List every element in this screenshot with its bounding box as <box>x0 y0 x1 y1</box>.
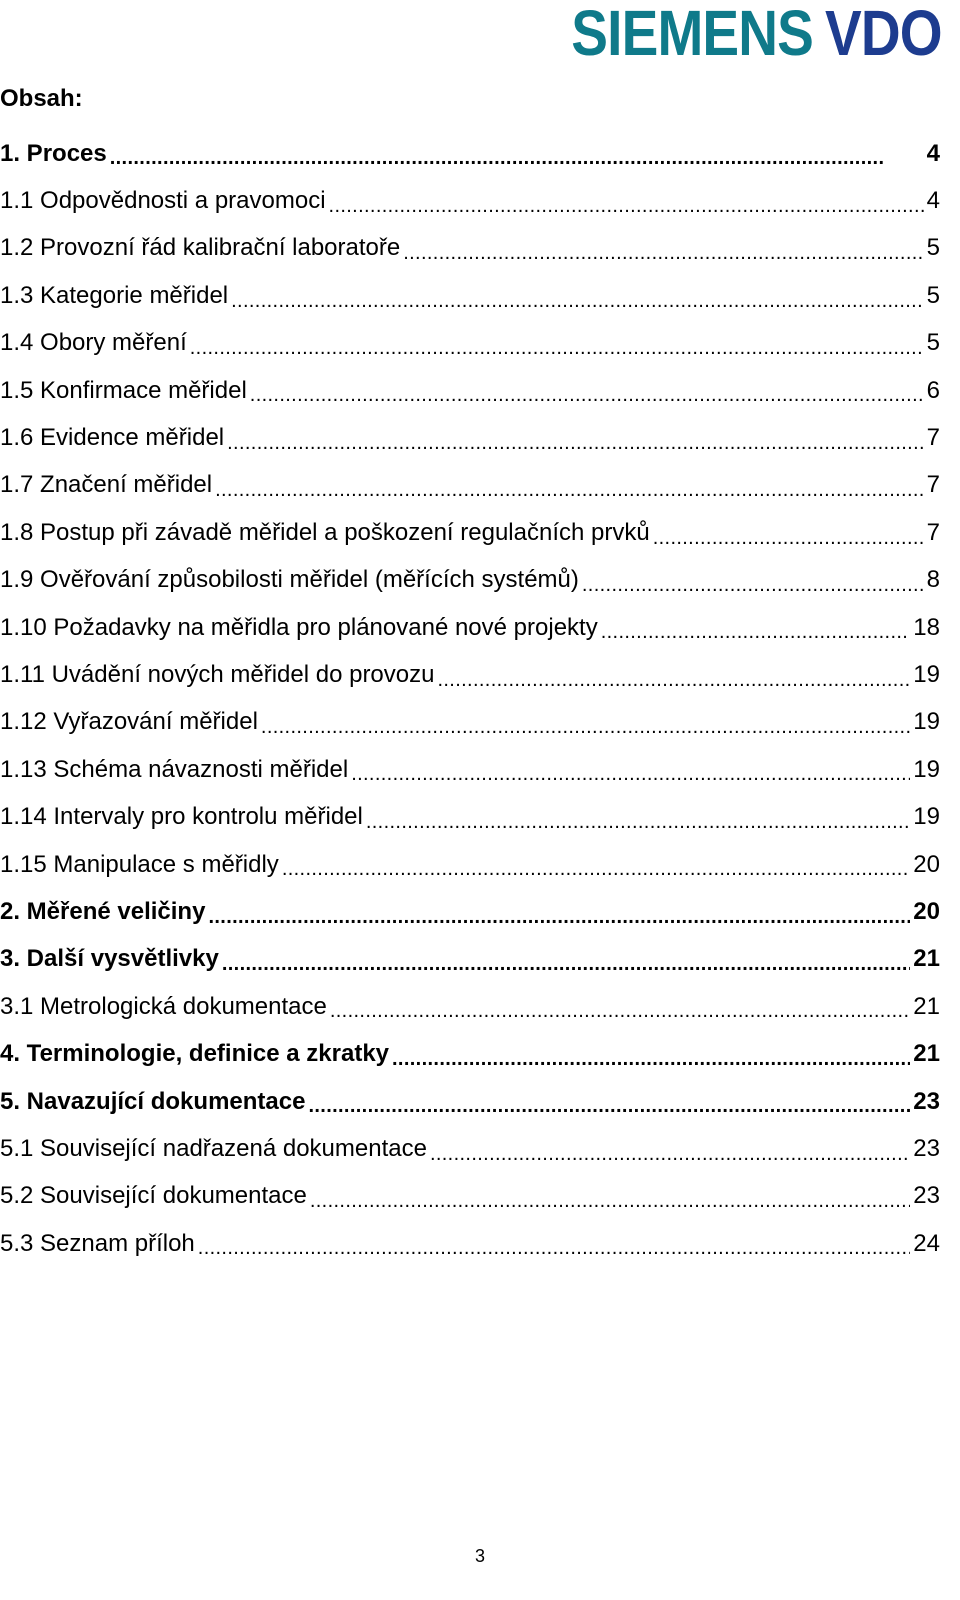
logo-siemens-text: SIEMENS <box>571 0 814 69</box>
toc-entry[interactable] <box>0 509 940 556</box>
toc-entry-page: 18 <box>913 613 940 641</box>
toc-leader-dots <box>215 483 924 497</box>
toc-leader-dots <box>601 625 911 639</box>
toc-entry[interactable] <box>0 651 940 698</box>
toc-entry[interactable] <box>0 130 940 177</box>
toc-leader-dots <box>351 767 910 781</box>
toc-leader-dots <box>430 1147 910 1161</box>
toc-entry-label: 5.3 Seznam příloh <box>0 1229 195 1257</box>
toc-heading: Obsah: <box>0 85 83 112</box>
toc-leader-dots <box>582 578 924 592</box>
toc-leader-dots <box>403 246 923 260</box>
toc-entry-page: 21 <box>913 945 940 973</box>
toc-entry-label: 1. Proces <box>0 139 107 167</box>
toc-entry[interactable] <box>0 414 940 461</box>
toc-leader-dots <box>261 720 910 734</box>
toc-entry-label: 1.7 Značení měřidel <box>0 471 213 499</box>
toc-entry[interactable] <box>0 983 940 1030</box>
toc-entry-label: 1.9 Ověřování způsobilosti měřidel (měřících systémů) <box>0 566 579 594</box>
toc-entry-page: 5 <box>926 281 940 309</box>
toc-entry-label: 4. Terminologie, definice a zkratky <box>0 1040 390 1068</box>
toc-leader-dots <box>208 910 910 924</box>
toc-entry-page: 21 <box>913 992 940 1020</box>
toc-entry[interactable] <box>0 462 940 509</box>
toc-entry-label: 1.6 Evidence měřidel <box>0 424 225 452</box>
toc-leader-dots <box>198 1241 911 1255</box>
toc-entry-label: 5.1 Související nadřazená dokumentace <box>0 1134 427 1162</box>
toc-entry-label: 1.4 Obory měření <box>0 329 187 357</box>
toc-entry-label: 1.15 Manipulace s měřidly <box>0 850 279 878</box>
toc-entry[interactable] <box>0 1173 940 1220</box>
toc-entry[interactable] <box>0 557 940 604</box>
page-number: 3 <box>474 1546 485 1566</box>
toc-leader-dots <box>222 957 910 971</box>
toc-entry-label: 1.1 Odpovědnosti a pravomoci <box>0 187 326 215</box>
toc-leader-dots <box>653 531 924 545</box>
toc-entry-label: 1.13 Schéma návaznosti měřidel <box>0 755 349 783</box>
toc-leader-dots <box>330 1004 910 1018</box>
toc-entry-label: 1.11 Uvádění nových měřidel do provozu <box>0 660 435 688</box>
toc-entry[interactable] <box>0 841 940 888</box>
toc-entry-page: 19 <box>913 708 940 736</box>
table-of-contents <box>0 130 940 1267</box>
toc-entry-label: 3. Další vysvětlivky <box>0 945 219 973</box>
toc-entry[interactable] <box>0 320 940 367</box>
toc-entry-label: 1.2 Provozní řád kalibrační laboratoře <box>0 234 401 262</box>
toc-entry-page: 20 <box>913 850 940 878</box>
toc-entry-page: 23 <box>913 1087 940 1115</box>
toc-leader-dots <box>250 388 924 402</box>
toc-entry-page: 6 <box>926 376 940 404</box>
toc-entry-page: 8 <box>926 566 940 594</box>
toc-entry-page: 23 <box>913 1134 940 1162</box>
toc-leader-dots <box>110 151 924 165</box>
toc-leader-dots <box>310 1194 910 1208</box>
toc-entry-label: 3.1 Metrologická dokumentace <box>0 992 327 1020</box>
toc-entry-label: 1.14 Intervaly pro kontrolu měřidel <box>0 803 363 831</box>
toc-entry-label: 5. Navazující dokumentace <box>0 1087 306 1115</box>
toc-entry-label: 1.12 Vyřazování měřidel <box>0 708 258 736</box>
siemens-vdo-logo <box>571 0 942 69</box>
toc-entry[interactable] <box>0 699 940 746</box>
toc-entry-page: 7 <box>926 518 940 546</box>
toc-entry[interactable] <box>0 1078 940 1125</box>
toc-entry-page: 5 <box>926 329 940 357</box>
toc-leader-dots <box>231 294 924 308</box>
toc-entry-label: 1.3 Kategorie měřidel <box>0 281 229 309</box>
toc-leader-dots <box>308 1099 910 1113</box>
toc-entry[interactable] <box>0 604 940 651</box>
toc-leader-dots <box>282 862 910 876</box>
toc-leader-dots <box>190 341 924 355</box>
toc-entry[interactable] <box>0 1030 940 1077</box>
toc-entry-page: 21 <box>913 1040 940 1068</box>
toc-entry-label: 1.10 Požadavky na měřidla pro plánované nové projekty <box>0 613 598 641</box>
toc-entry-label: 1.5 Konfirmace měřidel <box>0 376 247 404</box>
toc-entry[interactable] <box>0 177 940 224</box>
toc-entry-page: 19 <box>913 803 940 831</box>
toc-leader-dots <box>392 1052 910 1066</box>
toc-entry-page: 4 <box>926 139 940 167</box>
toc-entry-label: 2. Měřené veličiny <box>0 897 206 925</box>
toc-entry-page: 7 <box>926 471 940 499</box>
toc-leader-dots <box>329 199 924 213</box>
toc-entry-page: 19 <box>913 755 940 783</box>
toc-entry[interactable] <box>0 272 940 319</box>
toc-leader-dots <box>366 815 910 829</box>
toc-entry-label: 5.2 Související dokumentace <box>0 1182 307 1210</box>
toc-entry-page: 24 <box>913 1229 940 1257</box>
toc-entry[interactable] <box>0 367 940 414</box>
toc-entry-page: 5 <box>926 234 940 262</box>
toc-entry[interactable] <box>0 888 940 935</box>
toc-leader-dots <box>227 436 924 450</box>
toc-entry-page: 7 <box>926 424 940 452</box>
toc-entry[interactable] <box>0 225 940 272</box>
toc-entry[interactable] <box>0 1220 940 1267</box>
toc-entry-page: 20 <box>913 897 940 925</box>
toc-leader-dots <box>437 673 910 687</box>
logo-vdo-text: VDO <box>825 0 942 69</box>
toc-entry[interactable] <box>0 746 940 793</box>
toc-entry-page: 4 <box>926 187 940 215</box>
toc-entry-label: 1.8 Postup při závadě měřidel a poškození regulačních prvků <box>0 518 650 546</box>
toc-entry-page: 19 <box>913 660 940 688</box>
toc-entry[interactable] <box>0 793 940 840</box>
toc-entry[interactable] <box>0 936 940 983</box>
toc-entry[interactable] <box>0 1125 940 1172</box>
toc-entry-page: 23 <box>913 1182 940 1210</box>
